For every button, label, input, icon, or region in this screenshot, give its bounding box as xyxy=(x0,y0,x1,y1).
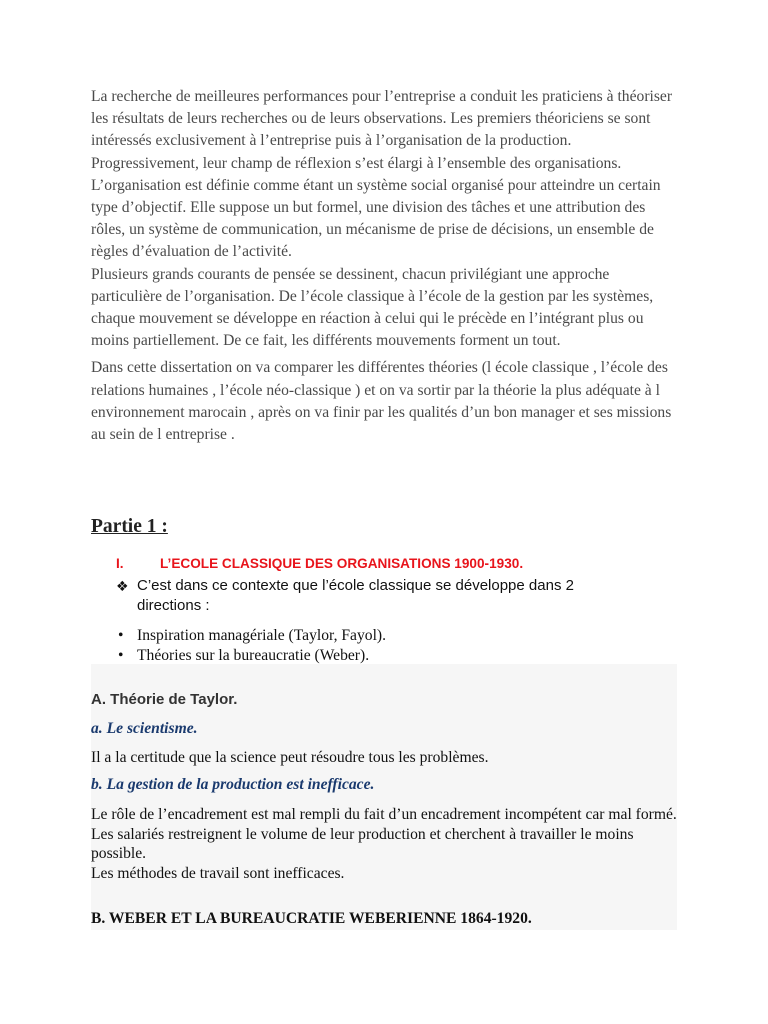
list-item xyxy=(116,646,636,666)
diamond-list-item xyxy=(116,576,636,616)
gestion-paragraph-3: Les méthodes de travail sont inefficaces. xyxy=(91,864,345,882)
partie-heading: Partie 1 : xyxy=(91,516,168,537)
scientisme-text xyxy=(91,748,677,768)
bullet-icon: • xyxy=(118,627,124,644)
diamond-bullet-icon: ❖ xyxy=(116,578,129,594)
section-1-numeral: I. xyxy=(116,556,124,571)
taylor-heading: A. Théorie de Taylor. xyxy=(91,691,238,708)
subheading-scientisme: a. Le scientisme. xyxy=(91,720,198,737)
section-1-title-text: L’ECOLE CLASSIQUE DES ORGANISATIONS 1900-1930. xyxy=(160,556,524,571)
intro-paragraph-3: Plusieurs grands courants de pensée se dessinent, chacun privilégiant une approche particulière de l’organisation. De l’école classique à l’école de la gestion par les systèmes, chaque mouvement se développe en réaction à celui qui le précède en l’intégrant plus ou moins partiellement. De ce fait, les différents mouvements forment un tout. xyxy=(91,265,654,350)
list-item xyxy=(116,626,636,646)
list-item-text: Inspiration managériale (Taylor, Fayol). xyxy=(137,627,386,644)
subheading-gestion-production: b. La gestion de la production est inefficace. xyxy=(91,776,375,793)
gestion-paragraph-1: Le rôle de l’encadrement est mal rempli du fait d’un encadrement incompétent car mal formé. xyxy=(91,806,677,823)
intro-text xyxy=(91,86,681,446)
bullet-icon: • xyxy=(118,647,124,664)
intro-paragraph-2: L’organisation est définie comme étant un système social organisé pour atteindre un certain type d’objectif. Elle suppose un but formel, une division des tâches et une attribution des rôles, un système de communication, un mécanisme de prise de décisions, un ensemble de règles d’évaluation de l’activité. xyxy=(91,176,661,261)
section-1-title xyxy=(116,556,523,571)
intro-paragraph-4: Dans cette dissertation on va comparer les différentes théories (l école classique , l’école des relations humaines , l’école néo-classique ) et on va sortir par la théorie la plus adéquate à l environnement marocain , après on va finir par les qualités d’un bon manager et ses missions au sein de l entreprise . xyxy=(91,359,672,444)
gestion-production-text xyxy=(91,805,677,883)
diamond-item-text: C’est dans ce contexte que l’école classique se développe dans 2 directions : xyxy=(137,577,574,614)
list-item-text: Théories sur la bureaucratie (Weber). xyxy=(137,647,370,664)
scientisme-paragraph: Il a la certitude que la science peut résoudre tous les problèmes. xyxy=(91,749,489,766)
bullet-list xyxy=(116,626,636,666)
weber-heading: B. WEBER ET LA BUREAUCRATIE WEBERIENNE 1864-1920. xyxy=(91,910,532,927)
intro-paragraph-1: La recherche de meilleures performances pour l’entreprise a conduit les praticiens à théoriser les résultats de leurs recherches ou de leurs observations. Les premiers théoriciens se sont intéressés exclusivement à l’entreprise puis à l’organisation de la production. Progressivement, leur champ de réflexion s’est élargi à l’ensemble des organisations. xyxy=(91,88,673,172)
gestion-paragraph-2: Les salariés restreignent le volume de leur production et cherchent à travailler le moins possible. xyxy=(91,825,634,862)
